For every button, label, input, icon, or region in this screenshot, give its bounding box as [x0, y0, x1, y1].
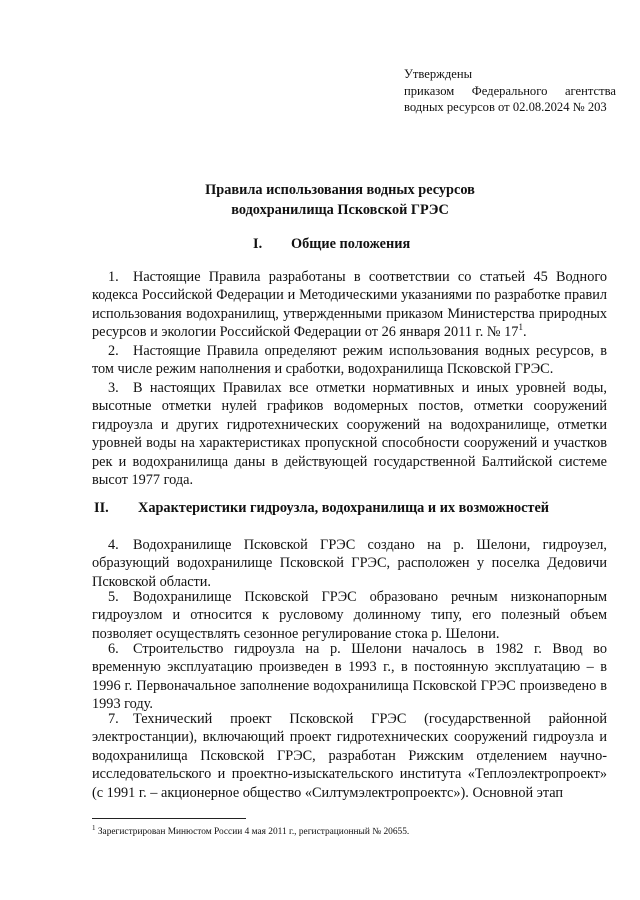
approval-line-3: водных ресурсов от 02.08.2024 № 203: [404, 100, 607, 114]
paragraph-text: Водохранилище Псковской ГРЭС образовано речным низконапорным гидроузлом и относится к русловому долинному типу, его полезный объем позволяет осуществлять сезонное регулирование стока р. Шелони.: [92, 589, 607, 642]
paragraph-3: [92, 379, 607, 489]
paragraph-text: Водохранилище Псковской ГРЭС создано на р. Шелони, гидроузел, образующий водохранилище Псковской ГРЭС, расположен у поселка Дедовичи Псковской области.: [92, 537, 607, 590]
document-title: [90, 180, 590, 220]
approval-line-1: Утверждены: [404, 67, 473, 81]
section-number: II.: [94, 500, 109, 516]
paragraph-number: 4.: [108, 537, 119, 553]
footnote-reference: 1: [518, 322, 523, 333]
section-title: Общие положения: [291, 236, 411, 252]
title-line-2: водохранилища Псковской ГРЭС: [231, 202, 449, 218]
paragraph-number: 7.: [108, 711, 119, 727]
paragraph-6: [92, 640, 607, 714]
paragraph-7: [92, 710, 607, 802]
section-title: Характеристики гидроузла, водохранилища и их возможностей: [138, 500, 550, 516]
paragraph-number: 6.: [108, 641, 119, 657]
section-heading-1: [253, 236, 410, 253]
paragraph-number: 3.: [108, 380, 119, 396]
paragraph-number: 1.: [108, 269, 119, 285]
paragraph-1: 1. Настоящие Правила разработаны в соответствии со статьей 45 Водного кодекса Российской Федерации и Методическими указаниями по разработке правил использования водохранилищ, утвержденными приказом Министерства природных ресурсов и экологии Российской Федерации от 26 января 2011 г. № $17^1$.: [92, 269, 607, 341]
paragraph-5: [92, 588, 607, 643]
approval-stamp: [404, 66, 616, 116]
footnote-text: Зарегистрирован Минюстом России 4 мая 2011 г., регистрационный № 20655.: [97, 827, 410, 837]
footnote: [92, 823, 592, 838]
paragraph-number: 5.: [108, 589, 119, 605]
section-heading-2: [94, 500, 549, 517]
paragraph-text: Строительство гидроузла на р. Шелони началось в 1982 г. Ввод во временную эксплуатацию произведен в 1993 г., в постоянную эксплуатацию – в 1996 г. Первоначальное заполнение водохранилища Псковской ГРЭС произведено в 1993 году.: [92, 641, 607, 713]
paragraph-text: Технический проект Псковской ГРЭС (государственной районной электростанции), включающий проект гидротехнических сооружений гидроузла и водохранилища Псковской ГРЭС, разработан Рижским отделением научно-исследовательского и проектно-изыскательского института «Теплоэлектропроект» (с 1991 г. – акционерное общество «Силтумэлектропроектс»). Основной этап: [92, 711, 607, 801]
paragraph-text: Настоящие Правила разработаны в соответствии со статьей 45 Водного кодекса Российской Федерации и Методическими указаниями по разработке правил использования водохранилищ, утвержденными приказом Министерства природных ресурсов и экологии Российской Федерации от 26 января 2011 г. № 17: [92, 269, 607, 341]
paragraph-number: 2.: [108, 343, 119, 359]
paragraph-4: [92, 536, 607, 591]
approval-line-2: приказом Федерального агентства: [404, 83, 616, 98]
paragraph-text: В настоящих Правилах все отметки нормативных и иных уровней воды, высотные отметки нулей графиков водомерных постов, отметки сооружений гидроузла и других гидротехнических сооружений на водохранилище, отметки уровней воды на характеристиках пропускной способности сооружений и участков рек и водохранилища даны в действующей государственной Балтийской системе высот 1977 года.: [92, 380, 607, 489]
paragraph-2: [92, 342, 607, 379]
footnote-divider: [92, 818, 246, 819]
section-number: I.: [253, 236, 263, 252]
paragraph-text: Настоящие Правила определяют режим использования водных ресурсов, в том числе режим наполнения и сработки, водохранилища Псковской ГРЭС.: [92, 343, 607, 378]
title-line-1: Правила использования водных ресурсов: [205, 182, 475, 198]
footnote-marker: 1: [92, 823, 96, 832]
